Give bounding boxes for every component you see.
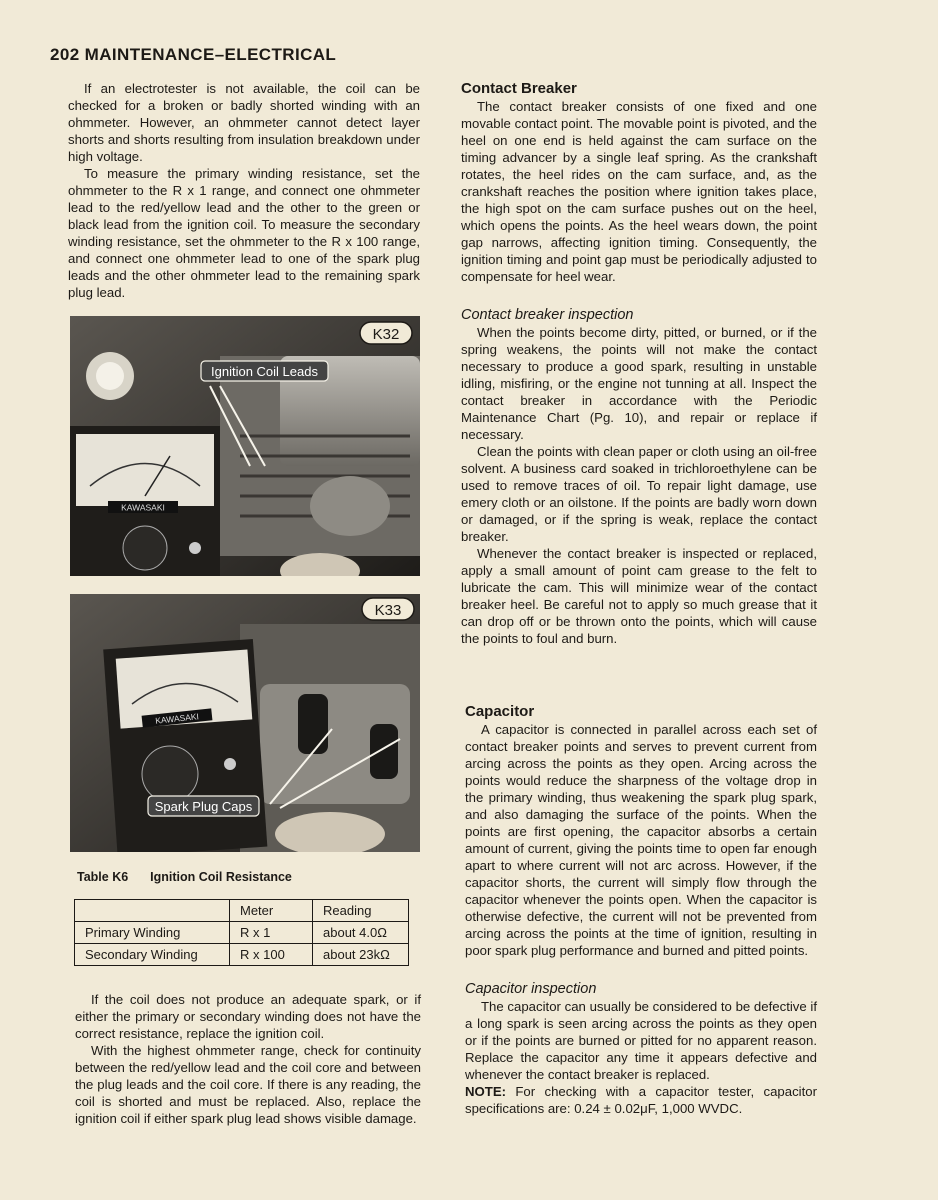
photo-k33 — [70, 594, 420, 852]
table-title: Ignition Coil Resistance — [150, 870, 292, 884]
heading-contact-breaker-inspection: Contact breaker inspection — [461, 307, 634, 323]
heading-capacitor-inspection: Capacitor inspection — [465, 981, 597, 997]
resistance-table — [74, 899, 409, 966]
note-label: NOTE: — [465, 1084, 507, 1099]
table-cell: Secondary Winding — [75, 944, 230, 966]
heading-capacitor: Capacitor — [465, 703, 535, 720]
photo-k32 — [70, 316, 420, 576]
paragraph-continuity-check: With the highest ohmmeter range, check for continuity between the red/yellow lead and the coil core and between the plug leads and the coil core. If there is any reading, the coil is shorted and must be replaced. Also, replace the ignition coil if either spark plug lead shows visible damage. — [75, 1043, 421, 1126]
heading-contact-breaker: Contact Breaker — [461, 80, 577, 97]
photo-k32-tag: K32 — [372, 326, 400, 343]
paragraph-replace-coil: If the coil does not produce an adequate spark, or if either the primary or secondary winding does not have the correct resistance, replace the ignition coil. — [75, 992, 421, 1041]
paragraph-inspection-1: When the points become dirty, pitted, or burned, or if the spring weakens, the points will not make the contact necessary to produce a good spark, resulting in unstable idling, misfiring, or the engine not tunning at all. Inspect the contact breaker in accordance with the Periodic Maintenance Chart (Pg. 10), and repair or replace if necessary. — [461, 325, 817, 442]
paragraph-capacitor-inspection: The capacitor can usually be considered to be defective if a long spark is seen arcing across the points as they open or if the points are burned or pitted for no apparent reason. Replace the capacitor any time it appears defective and whenever the contact breaker is replaced. — [465, 999, 817, 1082]
right-column-contact-breaker — [461, 80, 817, 647]
photo-k33-label: Spark Plug Caps — [154, 799, 253, 814]
table-header-row — [75, 900, 409, 922]
table-cell: R x 100 — [230, 944, 313, 966]
paragraph-inspection-2: Clean the points with clean paper or cloth using an oil-free solvent. A business card soaked in trichloroethylene can be used to remove traces of oil. To repair light damage, use emery cloth or an oilstone. If the points are badly worn down or damaged, or if the spring is weak, replace the contact breaker. — [461, 444, 817, 544]
table-header-cell: Meter — [230, 900, 313, 922]
paragraph-capacitor: A capacitor is connected in parallel across each set of contact breaker points and serves to prevent current from arcing across the points as they open. Arcing across the points would reduce the sharpness of the voltage drop in the primary winding, thus weakening the spark plug spark, and also damaging the surface of the points. When the points are first opening, the capacitor absorbs a certain amount of current, giving the points time to open far enough apart to where current will not arc across. However, if the capacitor shorts, the current will simply flow through the capacitor whenever the points open. When the capacitor is otherwise defective, the current will not be prevented from arcing across the points at the time of ignition, resulting in poor spark plug performance and burned and pitted points. — [465, 722, 817, 958]
table-number: Table K6 — [77, 870, 129, 884]
photo-k32-label: Ignition Coil Leads — [211, 364, 318, 379]
table-row — [75, 922, 409, 944]
photo-k32-illustration — [70, 316, 420, 576]
page-title: 202 MAINTENANCE–ELECTRICAL — [50, 45, 337, 64]
photo-k33-illustration — [70, 594, 420, 852]
meter-brand-k32: KAWASAKI — [121, 502, 165, 513]
paragraph-ohmmeter-check: If an electrotester is not available, the coil can be checked for a broken or badly shorted winding with an ohmmeter. However, an ohmmeter cannot detect layer shorts and shorts resulting from insulation breakdown under high voltage. — [68, 81, 420, 164]
photo-k33-tag: K33 — [374, 602, 402, 619]
table-header-cell — [75, 900, 230, 922]
table-cell: about 4.0Ω — [313, 922, 409, 944]
table-cell: Primary Winding — [75, 922, 230, 944]
note-text: For checking with a capacitor tester, capacitor specifications are: 0.24 ± 0.02μF, 1,000 WVDC. — [465, 1084, 817, 1116]
meter-brand-k33: KAWASAKI — [154, 711, 200, 726]
left-column-intro — [68, 80, 420, 301]
paragraph-winding-measure: To measure the primary winding resistance, set the ohmmeter to the R x 1 range, and connect one ohmmeter lead to the red/yellow lead and the other to the green or black lead from the ignition coil. To measure the secondary winding resistance, set the ohmmeter to the R x 100 range, and connect one ohmmeter lead to one of the spark plug leads and the other ohmmeter lead to the remaining spark plug lead. — [68, 166, 420, 300]
table-cell: R x 1 — [230, 922, 313, 944]
paragraph-inspection-3: Whenever the contact breaker is inspected or replaced, apply a small amount of point cam grease to the felt to lubricate the cam. This will minimize wear of the contact breaker heel. Be careful not to apply so much grease that it can drop off or be thrown onto the points, which will cause the points to foul and burn. — [461, 546, 817, 646]
paragraph-contact-breaker: The contact breaker consists of one fixed and one movable contact point. The movable point is pivoted, and the heel on one end is held against the cam surface on the timing advancer by a single leaf spring. As the crankshaft rotates, the heel rides on the cam surface, and, as the crankshaft reaches the position where ignition takes place, the high spot on the cam surface pushes out on the heel, which opens the points. As the heel wears down, the point gap narrows, affecting ignition timing. Consequently, the ignition timing and point gap must be periodically adjusted to compensate for heel wear. — [461, 99, 817, 284]
table-cell: about 23kΩ — [313, 944, 409, 966]
left-column-conclusion — [75, 991, 421, 1127]
table-header-cell: Reading — [313, 900, 409, 922]
table-caption — [77, 870, 292, 884]
table-row — [75, 944, 409, 966]
right-column-capacitor — [465, 703, 817, 1117]
note-paragraph — [465, 1083, 817, 1117]
